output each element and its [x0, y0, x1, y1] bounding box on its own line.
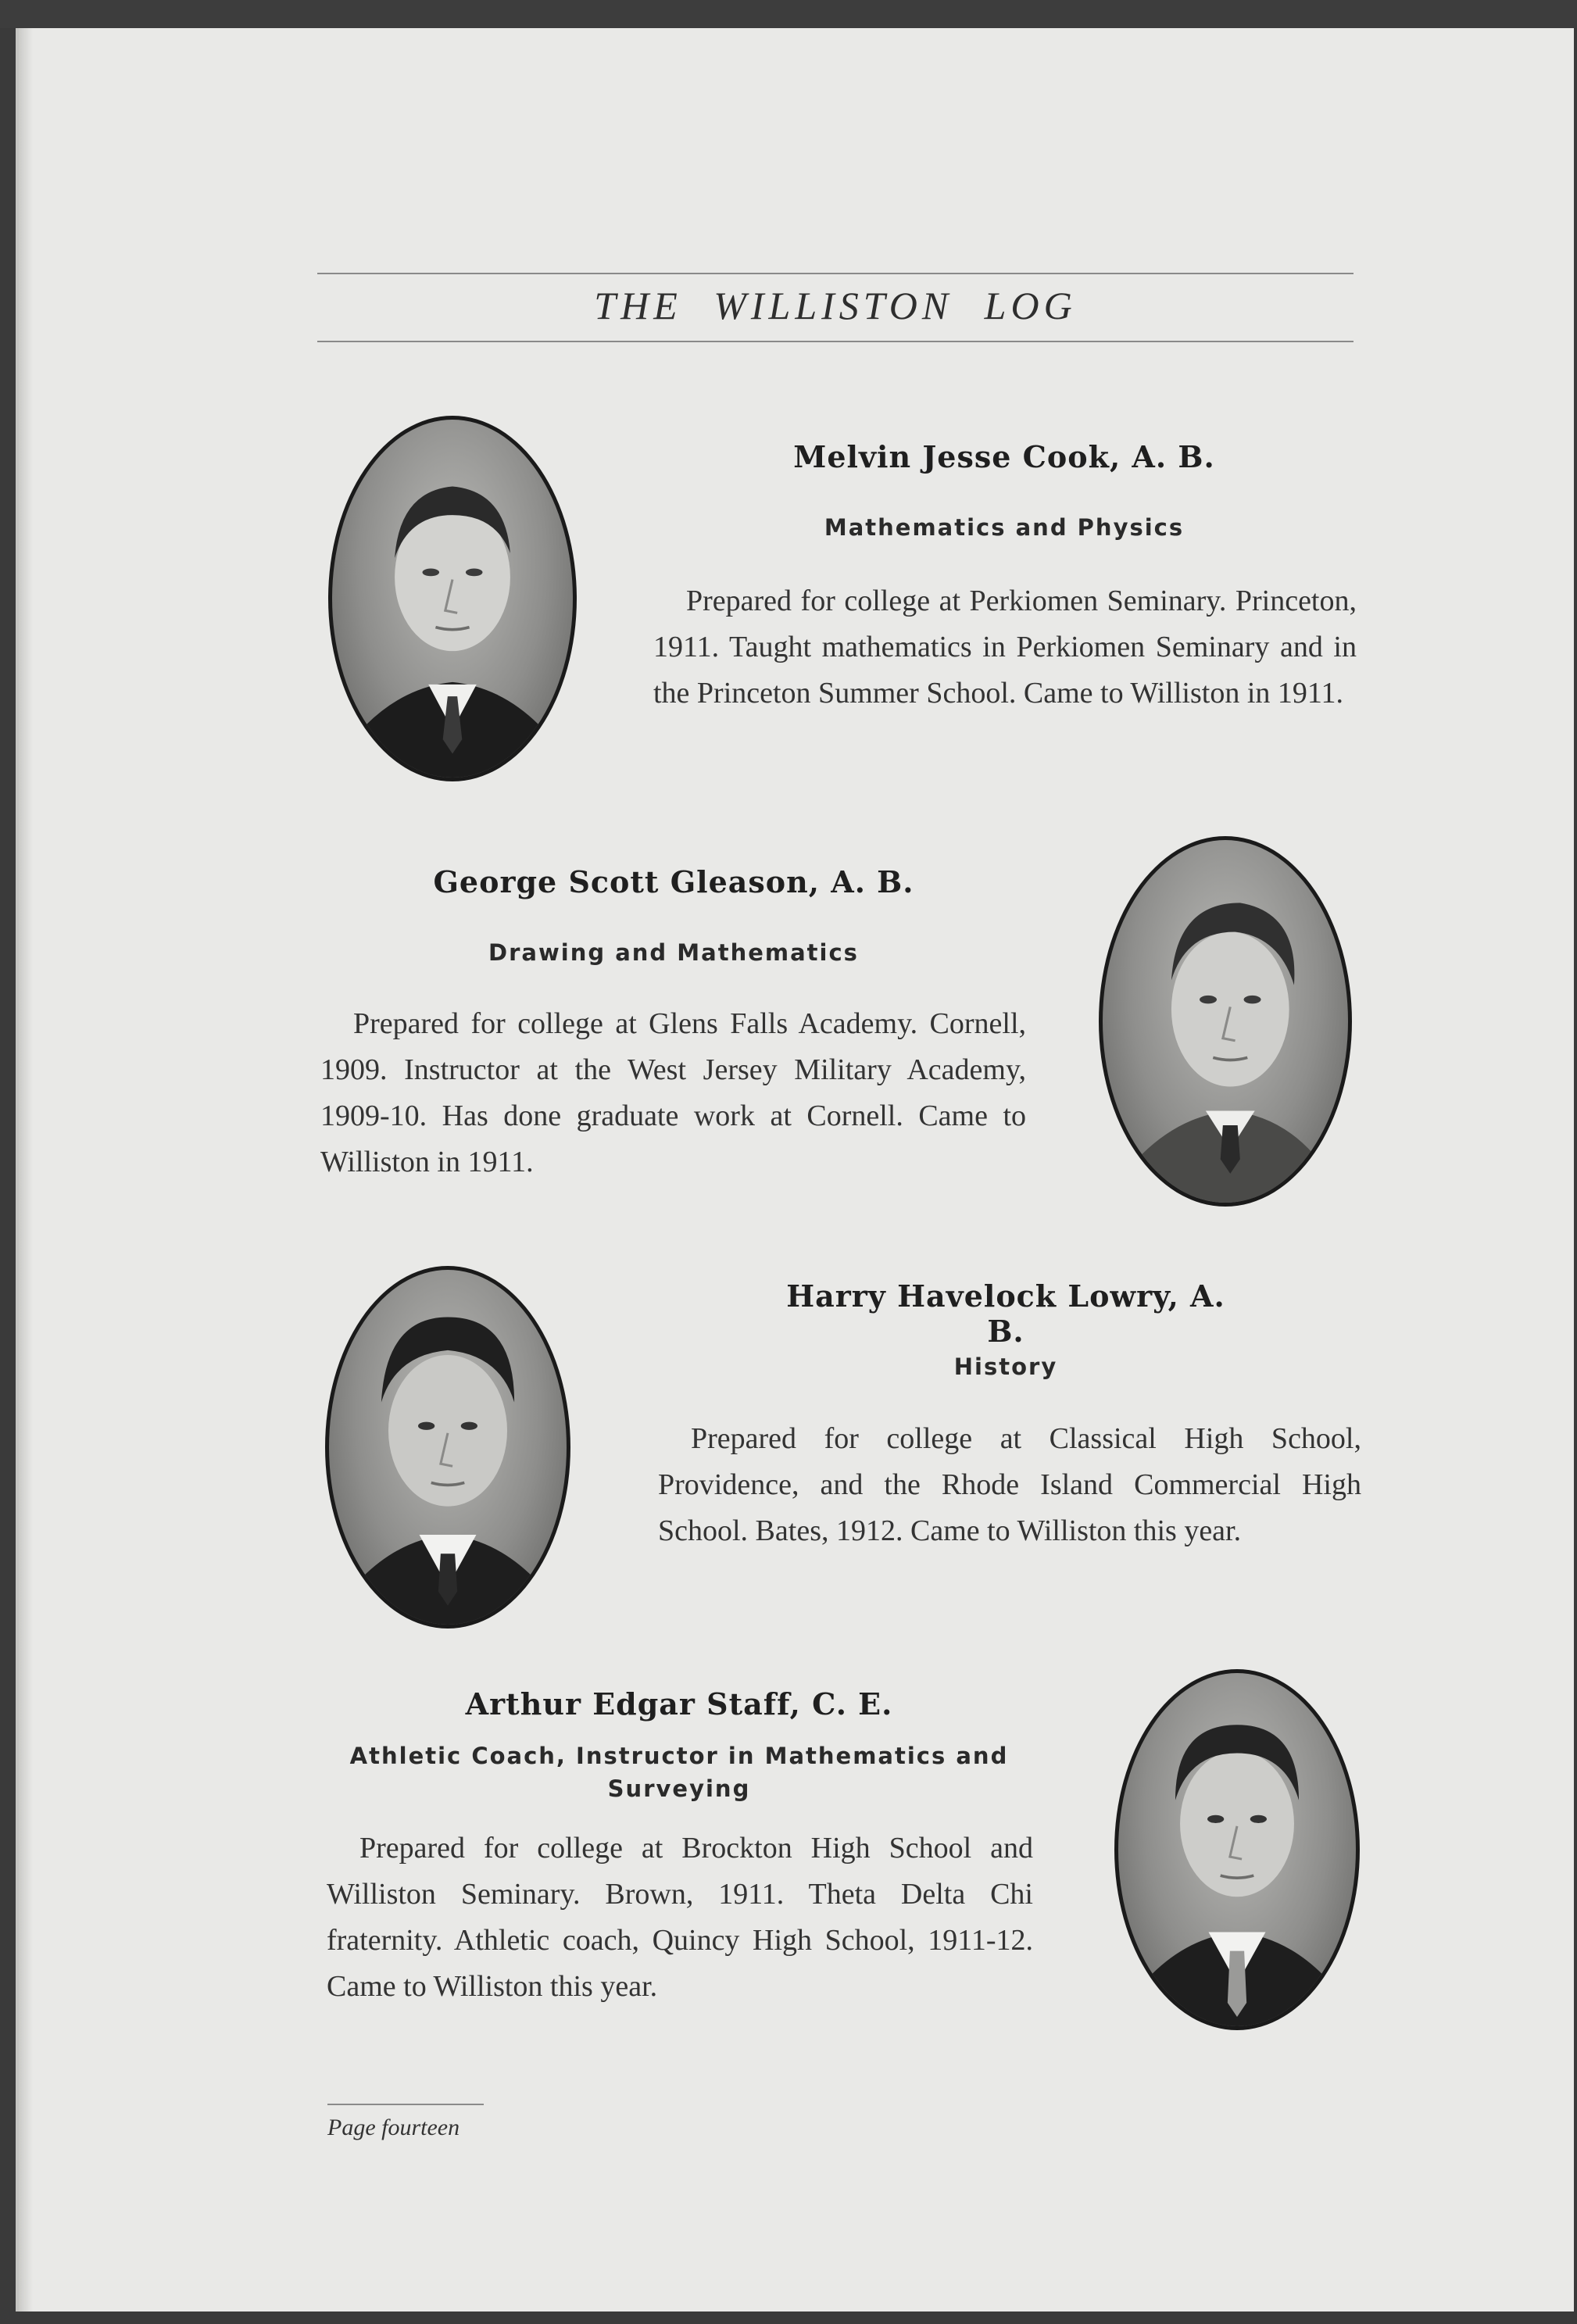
portrait-photo-icon — [1103, 840, 1348, 1203]
faculty-name: George Scott Gleason, A. B. — [433, 864, 914, 899]
footer-rule — [327, 2104, 484, 2105]
portrait-harry-lowry — [325, 1266, 570, 1629]
portrait-melvin-cook — [328, 416, 577, 781]
scan-background — [0, 0, 1577, 28]
faculty-bio: Prepared for college at Brockton High School and Williston Seminary. Brown, 1911. Theta Delta Chi fraternity. Athletic coach, Quincy High School, 1911-12. Came to Williston this year. — [327, 1832, 1033, 2003]
portrait-arthur-staff — [1114, 1669, 1360, 2030]
header-top-rule — [317, 273, 1354, 274]
portrait-george-gleason — [1099, 836, 1352, 1207]
faculty-subject: Athletic Coach, Instructor in Mathematics and Surveying — [349, 1743, 1009, 1802]
faculty-subject: Mathematics and Physics — [824, 514, 1185, 541]
faculty-subject: History — [953, 1353, 1058, 1380]
page-header-title: THE WILLISTON LOG — [594, 284, 1077, 327]
faculty-name: Harry Havelock Lowry, A. B. — [786, 1278, 1225, 1349]
faculty-bio: Prepared for college at Perkiomen Seminary. Princeton, 1911. Taught mathematics in Perkiomen Seminary and in the Princeton Summer School. Came to Williston in 1911. — [653, 585, 1357, 710]
faculty-bio: Prepared for college at Classical High School, Providence, and the Rhode Island Commercial High School. Bates, 1912. Came to Williston this year. — [658, 1422, 1361, 1547]
page-binding-shadow — [16, 28, 33, 2311]
faculty-bio: Prepared for college at Glens Falls Academy. Cornell, 1909. Instructor at the West Jersey Military Academy, 1909-10. Has done graduate work at Cornell. Came to Williston in 1911. — [320, 1007, 1026, 1178]
faculty-subject: Drawing and Mathematics — [488, 939, 859, 966]
portrait-photo-icon — [1118, 1673, 1356, 2026]
header-bottom-rule — [317, 341, 1354, 342]
faculty-name: Melvin Jesse Cook, A. B. — [793, 439, 1215, 474]
portrait-photo-icon — [329, 1270, 567, 1625]
portrait-photo-icon — [332, 420, 573, 778]
page-number: Page fourteen — [327, 2115, 460, 2140]
faculty-name: Arthur Edgar Staff, C. E. — [465, 1686, 893, 1722]
